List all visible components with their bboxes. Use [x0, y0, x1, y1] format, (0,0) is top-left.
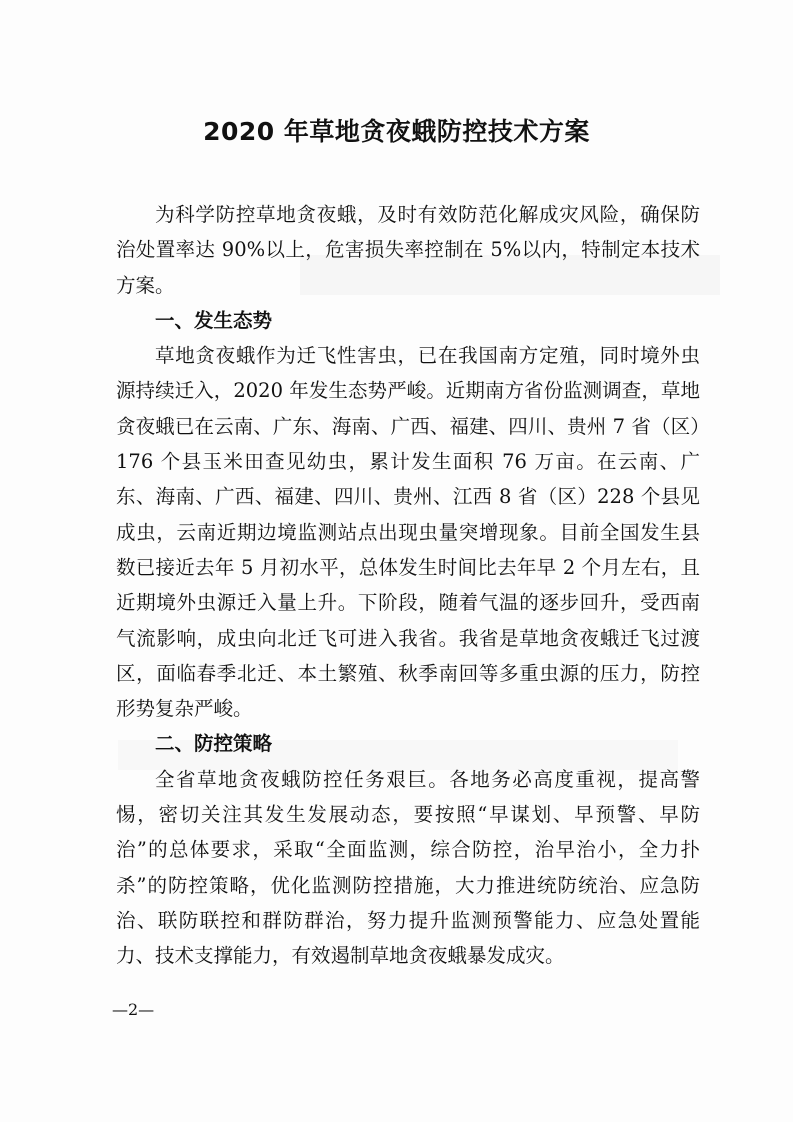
section-heading-strategy: 二、防控策略 — [155, 732, 273, 756]
section-heading-situation: 一、发生态势 — [155, 308, 273, 332]
intro-paragraph: 为科学防控草地贪夜蛾，及时有效防范化解成灾风险，确保防治处置率达 90%以上，危害损失率控制在 5%以内，特制定本技术方案。 — [116, 203, 700, 297]
strategy-paragraph: 全省草地贪夜蛾防控任务艰巨。各地务必高度重视，提高警惕，密切关注其发生发展动态，要按照“早谋划、早预警、早防治”的总体要求，采取“全面监测，综合防控，治早治小，全力扑杀”的防控策略，优化监测防控措施，大力推进统防统治、应急防治、联防联控和群防群治，努力提升监测预警能力、应急处置能力、技术支撑能力，有效遏制草地贪夜蛾暴发成灾。 — [116, 767, 700, 968]
document-title: 2020 年草地贪夜蛾防控技术方案 — [203, 117, 590, 146]
page-number: —2— — [112, 1000, 155, 1019]
situation-paragraph: 草地贪夜蛾作为迁飞性害虫，已在我国南方定殖，同时境外虫源持续迁入，2020 年发生态势严峻。近期南方省份监测调查，草地贪夜蛾已在云南、广东、海南、广西、福建、四川、贵州 7 省（区）176 个县玉米田查见幼虫，累计发生面积 76 万亩。在云南、广东、海南、广西、福建、四川、贵州、江西 8 省（区）228 个县见成虫，云南近期边境监测站点出现虫量突增现象。目前全国发生县数已接近去年 5 月初水平，总体发生时间比去年早 2 个月左右，且近期境外虫源迁入量上升。下阶段，随着气温的逐步回升，受西南气流影响，成虫向北迁飞可进入我省。我省是草地贪夜蛾迁飞过渡区，面临春季北迁、本土繁殖、秋季南回等多重虫源的压力，防控形势复杂严峻。 — [116, 344, 700, 721]
document-body — [116, 197, 700, 974]
